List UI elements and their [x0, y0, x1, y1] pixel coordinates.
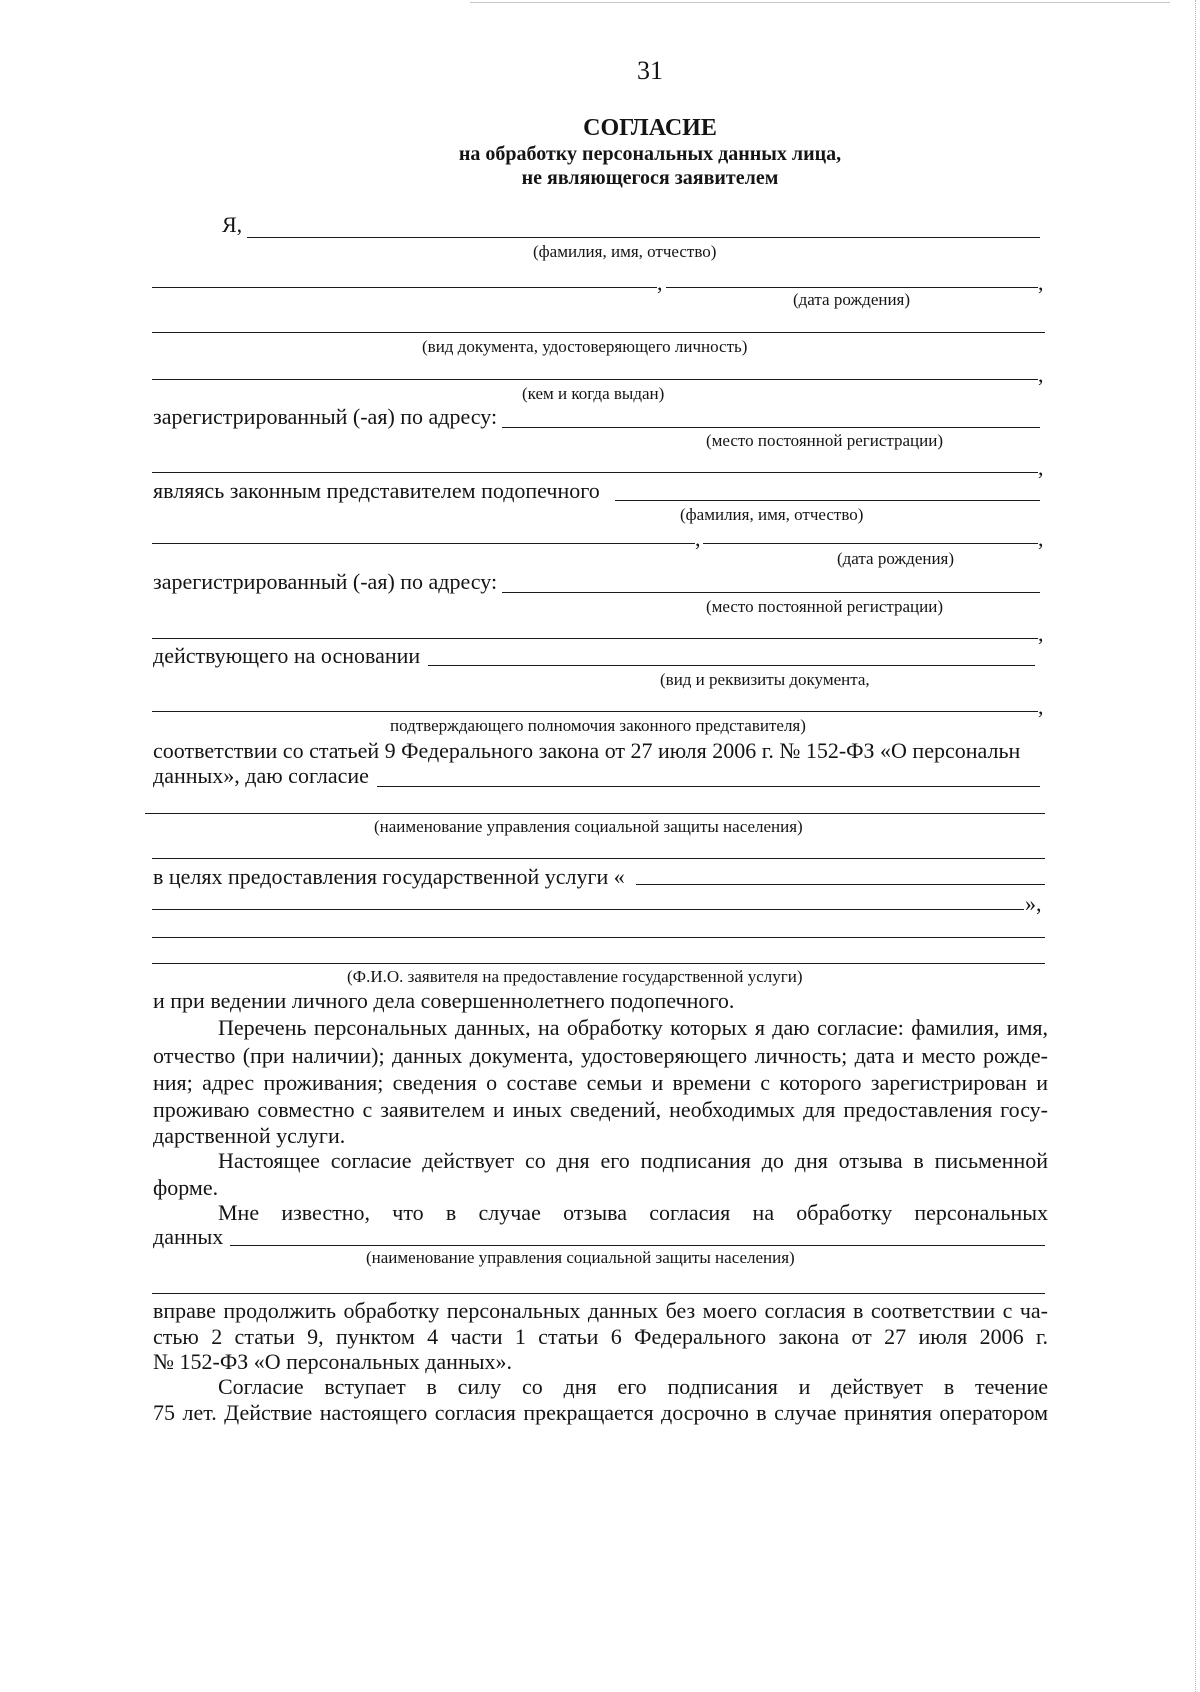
p4-line-3: № 152-ФЗ «О персональных данных».: [153, 1349, 512, 1374]
consent-label: данных», даю согласие: [153, 763, 369, 788]
legal-rep-label: являясь законным представителем подопечного: [153, 478, 600, 503]
agency-line-5: [152, 1293, 1045, 1294]
caption-doc-details: (вид и реквизиты документа,: [660, 670, 870, 689]
caption-issued: (кем и когда выдан): [522, 384, 665, 403]
page-number: 31: [637, 56, 663, 85]
ward-registration-line-2: [152, 638, 1038, 639]
ward-birth-line: [703, 543, 1038, 544]
agency-line-2: [145, 813, 1045, 814]
id-doc-line: [152, 332, 1045, 333]
p1-line-4: проживаю совместно с заявителем и иных сведений, необходимых для предоставления госу-: [153, 1097, 1048, 1122]
service-close: »,: [1025, 891, 1042, 916]
birth-date-line: [666, 287, 1038, 288]
applicant-line-1: [152, 937, 1045, 938]
acting-label: действующего на основании: [153, 643, 421, 668]
service-label: в целях предоставления государственной услуги «: [153, 864, 625, 889]
p1-line-3: ния; адрес проживания; сведения о составе семьи и времени с которого зарегистрирован и: [153, 1070, 1048, 1095]
p1-line-5: дарственной услуги.: [153, 1123, 346, 1148]
registration-line-2: [152, 472, 1038, 473]
registration-line: [502, 427, 1040, 428]
ward-fio-line: [615, 500, 1040, 501]
service-line-2: [152, 909, 1024, 910]
case-line: и при ведении личного дела совершеннолетнего подопечного.: [153, 988, 735, 1013]
p3-data-label: данных: [153, 1224, 224, 1249]
caption-perm-reg-2: (место постоянной регистрации): [706, 597, 943, 616]
p1-line-1: Перечень персональных данных, на обработку которых я даю согласие: фамилия, имя,: [218, 1015, 1048, 1040]
page-edge-top: [470, 2, 1170, 3]
service-line: [636, 884, 1045, 885]
p5-line-2: 75 лет. Действие настоящего согласия прекращается досрочно в случае принятия оператором: [153, 1400, 1048, 1425]
caption-fio-ward: (фамилия, имя, отчество): [680, 505, 864, 524]
caption-agency-2: (наименование управления социальной защиты населения): [366, 1248, 795, 1267]
law-line: соответствии со статьей 9 Федерального закона от 27 июля 2006 г. № 152-ФЗ «О персональн: [153, 738, 1021, 763]
caption-agency: (наименование управления социальной защиты населения): [374, 817, 803, 836]
agency-line-4: [230, 1245, 1045, 1246]
page-edge-right: [1195, 0, 1196, 1692]
document-subtitle-2: не являющегося заявителем: [521, 167, 779, 189]
caption-perm-reg: (место постоянной регистрации): [706, 431, 943, 450]
caption-birth: (дата рождения): [793, 290, 911, 309]
applicant-line-2: [152, 963, 1045, 964]
p4-line-2: стью 2 статьи 9, пунктом 4 части 1 статьи 6 Федерального закона от 27 июля 2006 г.: [153, 1324, 1048, 1349]
caption-fio: (фамилия, имя, отчество): [533, 242, 717, 261]
ward-registration-line: [502, 592, 1040, 593]
ward-address-line: [152, 543, 695, 544]
agency-line-3: [152, 858, 1045, 859]
registered-label-2: зарегистрированный (-ая) по адресу:: [153, 569, 498, 594]
basis-doc-line-2: [152, 711, 1038, 712]
basis-doc-line: [428, 665, 1035, 666]
p5-line-1: Согласие вступает в силу со дня его подписания и действует в течение: [218, 1374, 1048, 1399]
caption-doc-details-2: подтверждающего полномочия законного представителя): [390, 716, 806, 735]
agency-line: [377, 786, 1040, 787]
document-page: 31 СОГЛАСИЕ на обработку персональных данных лица, не являющегося заявителем Я, (фамилия, имя, отчество) , , (дата рождения) (вид документа, удостоверяющего личность) , (кем и когда выдан) зарегистрированный (-ая) по адресу: (место постоянной регистрации) , являясь законным представителем подопечного (фамилия, имя, отчество) , , (дата рождения) зарегистрированный (-ая) по адресу: (место постоянной регистрации) , действующего на основании (вид и реквизиты документа, , подтверждающего полномочия законного представителя) соответствии со статьей 9 Федерального закона от 27 июля 2006 г. № 152-ФЗ «О персональн данных», даю согласие (наименование управления социальной защиты населения) в целях предоставления государственной услуги « », (Ф.И.О. заявителя на предоставление государственной услуги) и при ведении личного дела совершеннолетнего подопечного. Перечень персональных данных, на обработку которых я даю согласие: фамилия, имя, отчество (при наличии); данных документа, удостоверяющего личность; дата и место рожде- ния; адрес проживания; сведения о составе семьи и времени с которого зарегистрирован и проживаю совместно с заявителем и иных сведений, необходимых для предоставления госу- дарственной услуги. Настоящее согласие действует со дня его подписания до дня отзыва в письменной форме. Мне известно, что в случае отзыва согласия на обработку персональных данных (наименование управления социальной защиты населения) вправе продолжить обработку персональных данных без моего согласия в соответствии с ча- стью 2 статьи 9, пунктом 4 части 1 статьи 6 Федерального закона от 27 июля 2006 г. № 152-ФЗ «О персональных данных». Согласие вступает в силу со дня его подписания и действует в течение 75 лет. Действие настоящего согласия прекращается досрочно в случае принятия оператором: [0, 0, 1200, 1692]
address-line-1: [152, 287, 657, 288]
p4-line-1: вправе продолжить обработку персональных данных без моего согласия в соответствии с ча-: [153, 1298, 1048, 1323]
p2-line-1: Настоящее согласие действует со дня его подписания до дня отзыва в письменной: [218, 1148, 1048, 1173]
document-subtitle-1: на обработку персональных данных лица,: [458, 143, 842, 165]
caption-birth-ward: (дата рождения): [837, 549, 955, 568]
document-title: СОГЛАСИЕ: [583, 115, 717, 141]
fio-line: [247, 237, 1040, 238]
p3-line-1: Мне известно, что в случае отзыва согласия на обработку персональных: [218, 1200, 1048, 1225]
i-prefix: Я,: [222, 212, 243, 237]
p2-line-2: форме.: [153, 1175, 219, 1200]
caption-applicant: (Ф.И.О. заявителя на предоставление государственной услуги): [347, 967, 803, 986]
p1-line-2: отчество (при наличии); данных документа, удостоверяющего личность; дата и место рожде-: [153, 1043, 1048, 1068]
issued-line: [152, 379, 1038, 380]
registered-label: зарегистрированный (-ая) по адресу:: [153, 404, 498, 429]
caption-id-doc: (вид документа, удостоверяющего личность): [422, 337, 748, 356]
